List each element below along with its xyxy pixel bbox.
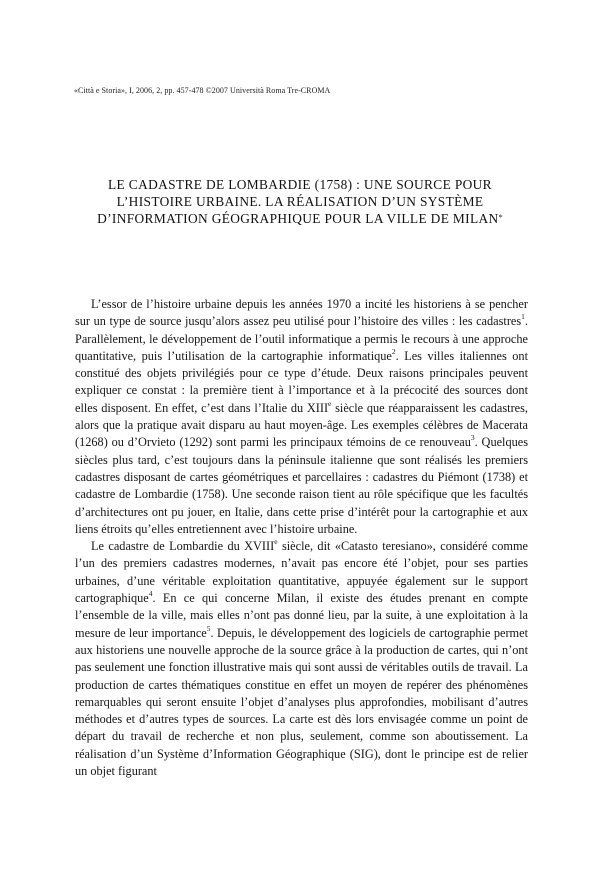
p1-text-3: . Les villes italiennes ont constitué des objets privilégiés pour ce type d’étude. Deux raisons principales peuvent expliquer ce constat : la première tient à l’importance et à la précocité des sources dont elles disposent. En effet, c’est dans l’Italie du XIII [75, 348, 528, 415]
title-line-1: LE CADASTRE DE LOMBARDIE (1758) : UNE SOURCE POUR [108, 177, 492, 192]
p1-text-2: . Parallèlement, le développement de l’outil informatique a permis le recours à une approche quantitative, puis l’utilisation de la cartographie informatique [75, 314, 528, 363]
p2-text-2: siècle, dit «Catasto teresiano», considéré comme l’un des premiers cadastres modernes, n’avait pas encore été l’objet, pour ses parties urbaines, d’une véritable exploitation quantitative, appuyée également sur le support cartographique [75, 539, 529, 606]
title-line-2: L’HISTOIRE URBAINE. LA RÉALISATION D’UN SYSTÈME [116, 194, 484, 209]
article-title [60, 176, 540, 227]
title-footnote-marker: * [498, 213, 503, 222]
p1-text-4: siècle que réapparaissent les cadastres, alors que la pratique avait disparu au haut moyen-âge. Les exemples célèbres de Macerata (1268) ou d’Orvieto (1292) sont parmi les principaux témoins de ce renouveau [75, 400, 528, 450]
title-line-3 [60, 210, 540, 227]
p2-text-1: Le cadastre de Lombardie du XVIII [91, 539, 275, 554]
footnote-ref-4[interactable]: 4 [148, 588, 153, 598]
title-line-3-text: D’INFORMATION GÉOGRAPHIQUE POUR LA VILLE DE MILAN [97, 211, 499, 226]
century-suffix-1: e [328, 398, 332, 408]
journal-citation: «Città e Storia», I, 2006, 2, pp. 457-478 ©2007 Università Roma Tre-CROMA [74, 86, 331, 95]
footnote-ref-5[interactable]: 5 [206, 623, 211, 633]
footnote-ref-1[interactable]: 1 [521, 312, 525, 322]
p2-text-3: . En ce qui concerne Milan, il existe des études prenant en compte l’ensemble de la ville, mais elles n’ont pas donné lieu, par la suite, à une exploitation à la mesure de leur importance [75, 591, 528, 640]
article-body [75, 296, 528, 780]
paragraph-1 [75, 296, 528, 538]
footnote-ref-3[interactable]: 3 [470, 433, 475, 443]
p1-text-5: . Quelques siècles plus tard, c’est toujours dans la péninsule italienne que sont réalisés les premiers cadastres disposant de cartes géométriques et parcellaires : cadastres du Piémont (1738) et cadastre de Lombardie (1758). Une seconde raison tient au rôle spécifique que les facultés d’architectures ont pu jouer, en Italie, dans cette prise d’intérêt pour la cartographie et aux liens étroits qu’elles entretiennent avec l’histoire urbaine. [75, 435, 529, 536]
century-suffix-2: e [274, 537, 278, 547]
footnote-ref-2[interactable]: 2 [391, 346, 396, 356]
paragraph-2 [75, 538, 528, 780]
p2-text-4: . Depuis, le développement des logiciels de cartographie permet aux historiens une nouvelle approche de la source grâce à la production de cartes, qui n’ont pas seulement une fonction illustrative mais qui sont aussi de véritables outils de travail. La production de cartes thématiques constitue en effet un moyen de repérer des phénomènes remarquables qui seront ensuite l’objet d’analyses plus approfondies, mobilisant d’autres méthodes et d’autres types de sources. La carte est dès lors envisagée comme un point de départ du travail de recherche et non plus, seulement, comme son aboutissement. La réalisation d’un Système d’Information Géographique (SIG), dont le principe est de relier un objet figurant [75, 625, 528, 779]
p1-text-1: L’essor de l’histoire urbaine depuis les années 1970 a incité les historiens à se pencher sur un type de source jusqu’alors assez peu utilisé pour l’histoire des villes : les cadastres [75, 297, 528, 329]
